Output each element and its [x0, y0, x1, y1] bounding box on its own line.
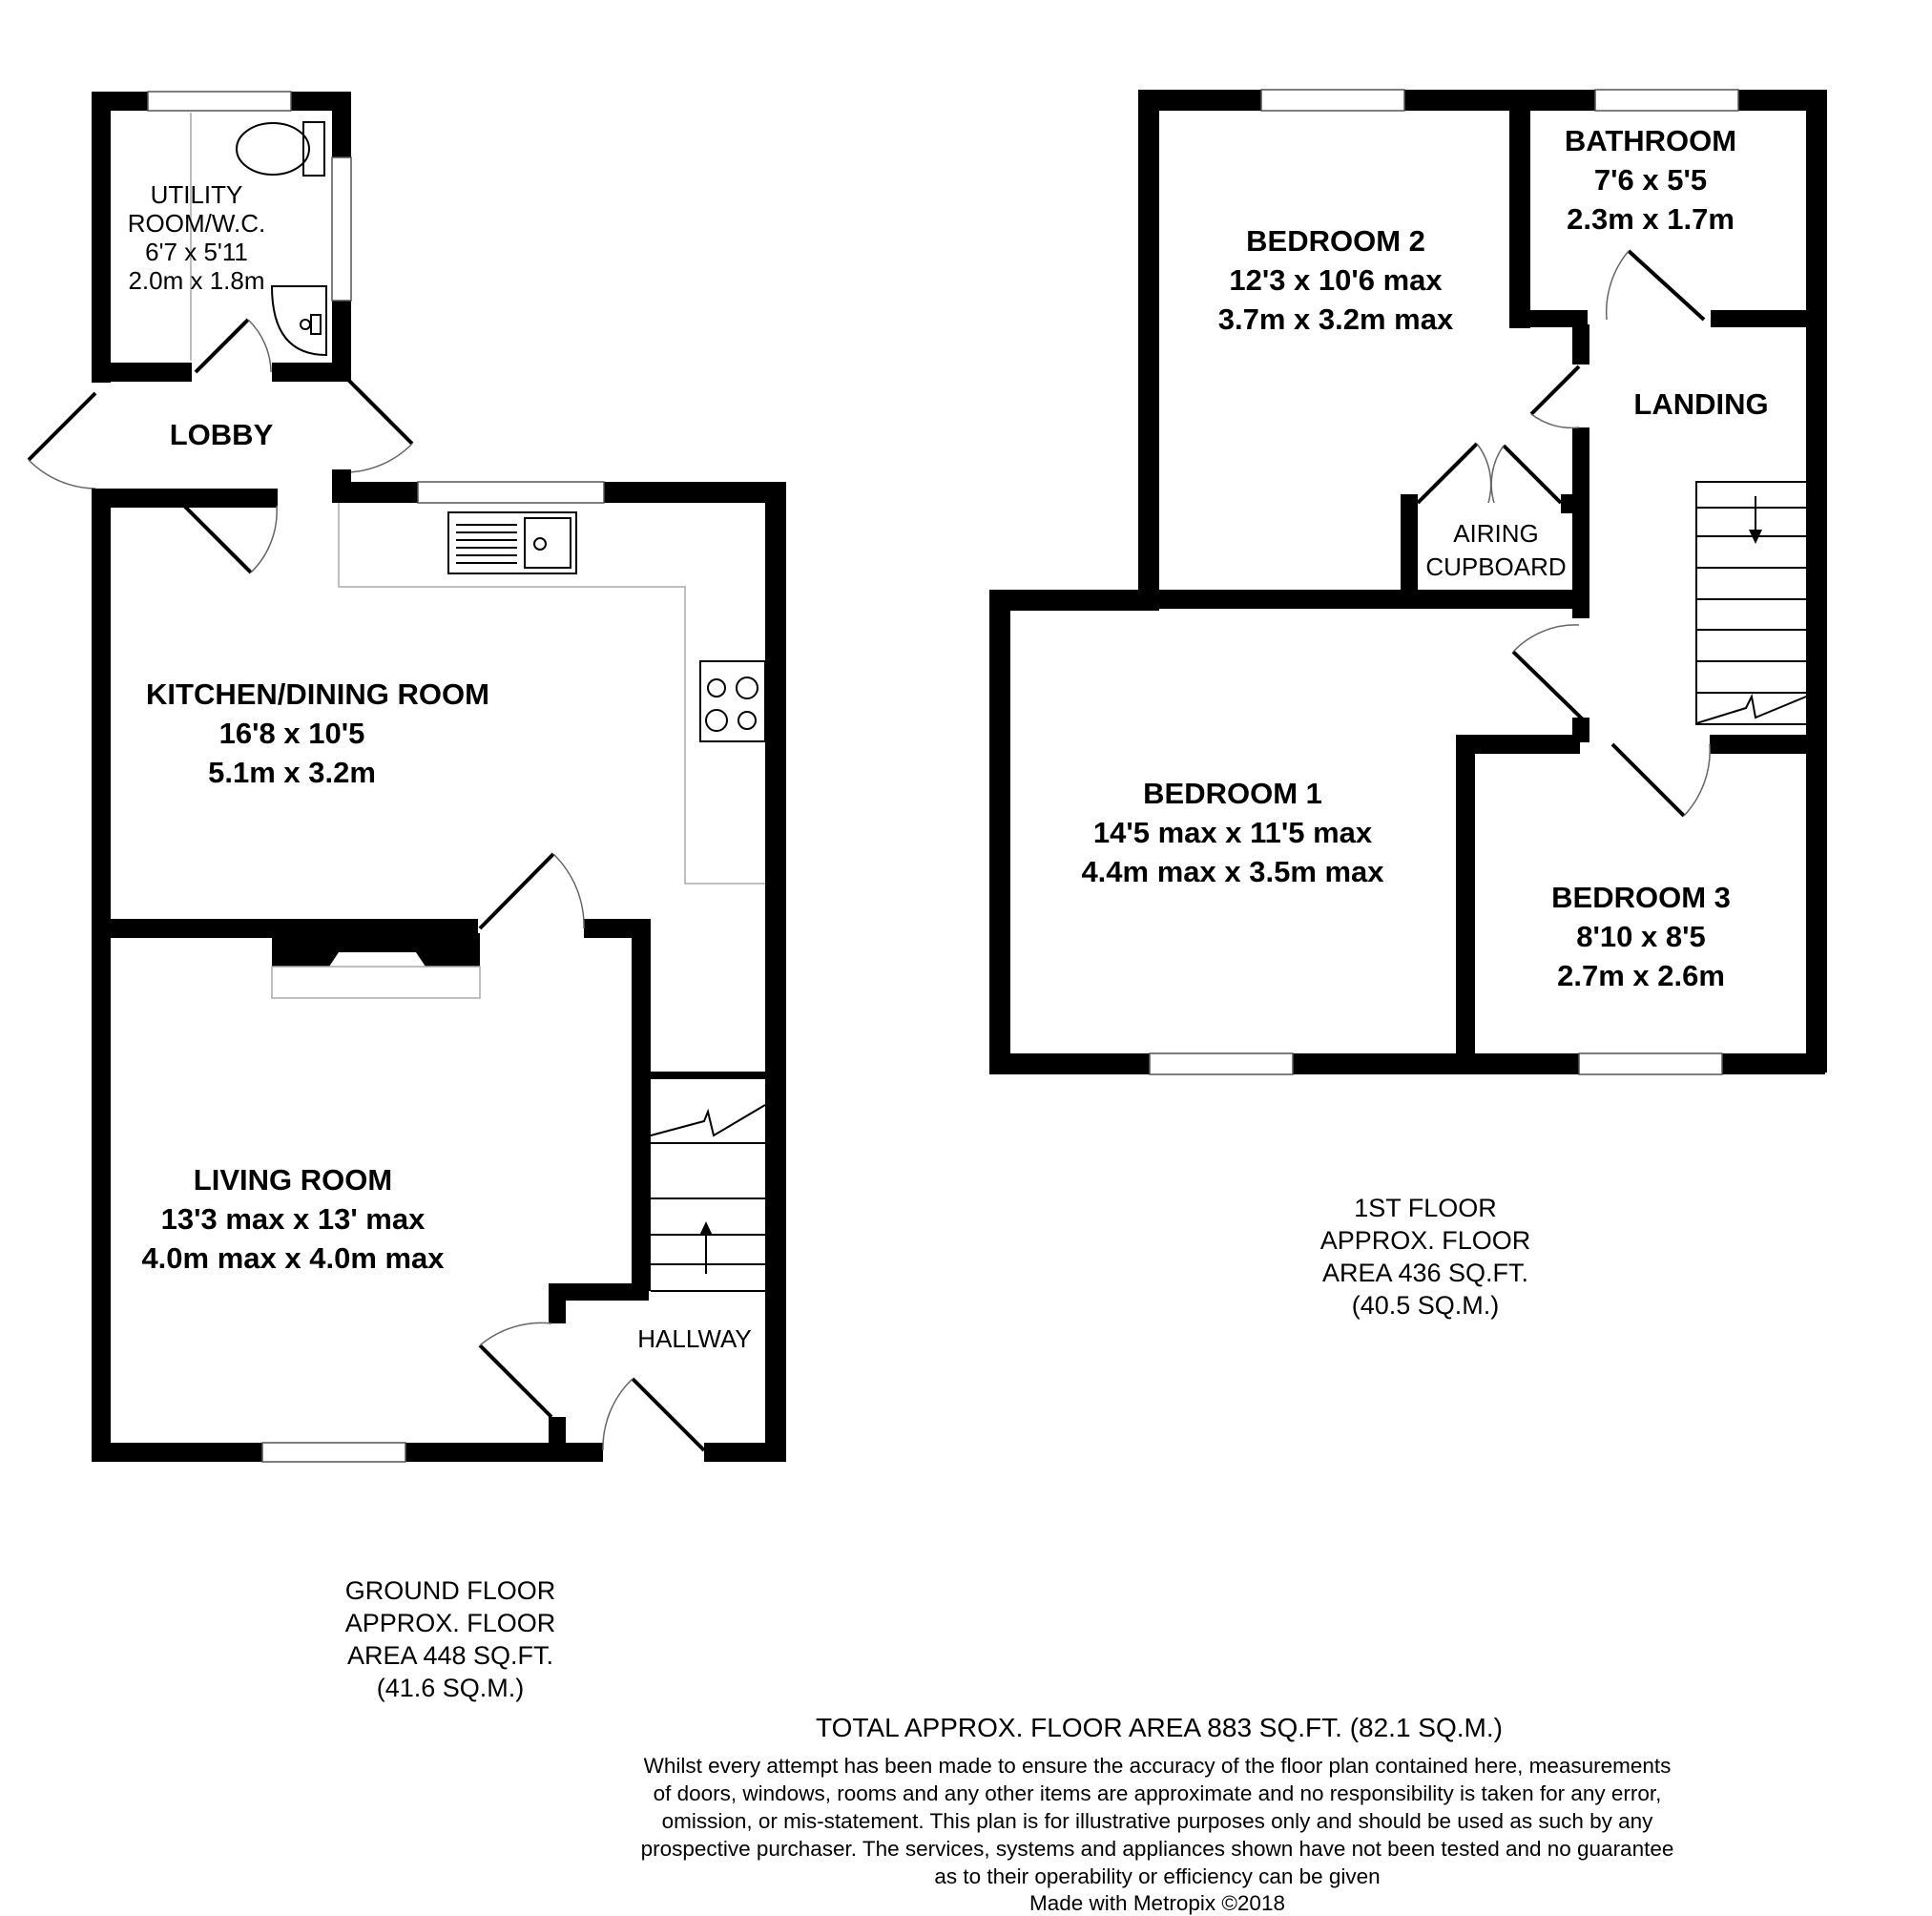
kitchen-label — [146, 677, 489, 789]
bedroom1-window — [1150, 1053, 1293, 1074]
svg-text:3.7m x 3.2m max: 3.7m x 3.2m max — [1217, 302, 1454, 336]
ground-floor-area-label — [345, 1576, 556, 1702]
svg-text:BATHROOM: BATHROOM — [1564, 124, 1737, 157]
svg-text:5.1m x 3.2m: 5.1m x 3.2m — [208, 756, 376, 789]
svg-text:APPROX. FLOOR: APPROX. FLOOR — [1319, 1226, 1531, 1255]
svg-text:(40.5 SQ.M.): (40.5 SQ.M.) — [1351, 1291, 1500, 1320]
footer — [641, 1713, 1674, 1915]
disclaimer-line: Whilst every attempt has been made to ensure the accuracy of the floor plan contained here, measurements — [643, 1754, 1672, 1778]
lobby-door-left — [29, 393, 95, 489]
svg-text:4.0m max x 4.0m max: 4.0m max x 4.0m max — [141, 1241, 445, 1275]
hallway-label: HALLWAY — [637, 1324, 752, 1353]
lobby-door-right — [345, 377, 412, 472]
bedroom2-label — [1218, 224, 1454, 336]
svg-text:GROUND FLOOR: GROUND FLOOR — [344, 1576, 556, 1605]
svg-text:8'10 x 8'5: 8'10 x 8'5 — [1576, 920, 1706, 953]
disclaimer-line: omission, or mis-statement. This plan is for illustrative purposes only and should be used as such by any — [661, 1809, 1653, 1833]
svg-text:14'5 max x 11'5 max: 14'5 max x 11'5 max — [1092, 816, 1373, 849]
bedroom1-door — [1513, 625, 1584, 720]
svg-text:LIVING ROOM: LIVING ROOM — [193, 1163, 393, 1197]
bedroom1-label — [1081, 777, 1384, 888]
hob-icon — [700, 661, 765, 741]
svg-text:BEDROOM 3: BEDROOM 3 — [1551, 881, 1731, 914]
svg-text:KITCHEN/DINING ROOM: KITCHEN/DINING ROOM — [146, 677, 489, 711]
kitchen-window — [418, 482, 604, 503]
ground-floor-plan — [29, 92, 786, 1702]
bedroom3-door — [1612, 744, 1710, 816]
toilet-icon — [237, 122, 324, 176]
bedroom2-window — [1261, 90, 1404, 111]
disclaimer-line: of doors, windows, rooms and any other items are approximate and no responsibility is taken for any error, — [653, 1781, 1662, 1805]
bedroom2-door — [1531, 366, 1579, 427]
svg-text:BEDROOM 1: BEDROOM 1 — [1143, 777, 1322, 810]
bedroom3-label — [1551, 881, 1731, 992]
svg-text:APPROX. FLOOR: APPROX. FLOOR — [344, 1609, 556, 1637]
svg-text:2.7m x 2.6m: 2.7m x 2.6m — [1557, 959, 1725, 992]
disclaimer-line: prospective purchaser. The services, systems and appliances shown have not been tested and no guarantee — [640, 1837, 1674, 1861]
bathroom-door — [1607, 251, 1704, 320]
svg-text:2.0m x 1.8m: 2.0m x 1.8m — [128, 266, 265, 295]
svg-text:ROOM/W.C.: ROOM/W.C. — [127, 209, 266, 238]
living-room-label — [141, 1163, 445, 1275]
first-floor-area-label — [1320, 1194, 1531, 1320]
sink-icon — [448, 512, 576, 573]
svg-text:2.3m x 1.7m: 2.3m x 1.7m — [1567, 202, 1735, 236]
airing-cupboard-doors — [1418, 444, 1561, 503]
svg-text:CUPBOARD: CUPBOARD — [1425, 552, 1567, 581]
living-room-window — [262, 1443, 405, 1462]
svg-text:AREA 448 SQ.FT.: AREA 448 SQ.FT. — [346, 1641, 554, 1670]
utility-door — [196, 320, 271, 372]
kitchen-door — [184, 506, 277, 573]
utility-side-window — [332, 157, 351, 301]
svg-text:13'3 max x 13' max: 13'3 max x 13' max — [160, 1202, 426, 1236]
bathroom-label — [1565, 124, 1736, 236]
total-area: TOTAL APPROX. FLOOR AREA 883 SQ.FT. (82.1 SQ.M.) — [816, 1713, 1503, 1742]
living-room-door — [480, 854, 584, 928]
airing-cupboard-label — [1425, 519, 1566, 581]
utility-label — [128, 180, 265, 295]
svg-text:1ST FLOOR: 1ST FLOOR — [1354, 1194, 1497, 1222]
svg-text:16'8 x 10'5: 16'8 x 10'5 — [218, 717, 365, 750]
living-room-hall-door — [480, 1322, 551, 1417]
svg-text:6'7 x 5'11: 6'7 x 5'11 — [145, 238, 248, 266]
svg-text:BEDROOM 2: BEDROOM 2 — [1246, 224, 1425, 258]
fireplace-icon — [272, 933, 480, 998]
disclaimer-line: as to their operability or efficiency can be given — [934, 1864, 1381, 1888]
svg-text:(41.6 SQ.M.): (41.6 SQ.M.) — [376, 1674, 525, 1702]
utility-window — [148, 92, 291, 111]
bedroom3-window — [1579, 1053, 1722, 1074]
svg-text:7'6 x 5'5: 7'6 x 5'5 — [1593, 163, 1708, 197]
bathroom-window — [1595, 90, 1738, 111]
basin-icon — [272, 286, 326, 355]
credit: Made with Metropix ©2018 — [1029, 1891, 1285, 1915]
svg-text:UTILITY: UTILITY — [150, 180, 243, 209]
landing-label: LANDING — [1633, 387, 1769, 421]
svg-text:AIRING: AIRING — [1453, 519, 1539, 548]
front-door — [603, 1379, 704, 1450]
ground-floor-stairs — [651, 1105, 765, 1291]
svg-text:12'3 x 10'6 max: 12'3 x 10'6 max — [1229, 263, 1443, 297]
svg-text:4.4m max x 3.5m max: 4.4m max x 3.5m max — [1081, 855, 1384, 888]
first-floor-plan — [989, 90, 1827, 1320]
first-floor-stairs — [1696, 482, 1811, 724]
lobby-label: LOBBY — [169, 418, 274, 451]
stairs-up-arrow-icon — [699, 1221, 713, 1236]
svg-text:AREA 436 SQ.FT.: AREA 436 SQ.FT. — [1321, 1259, 1529, 1287]
